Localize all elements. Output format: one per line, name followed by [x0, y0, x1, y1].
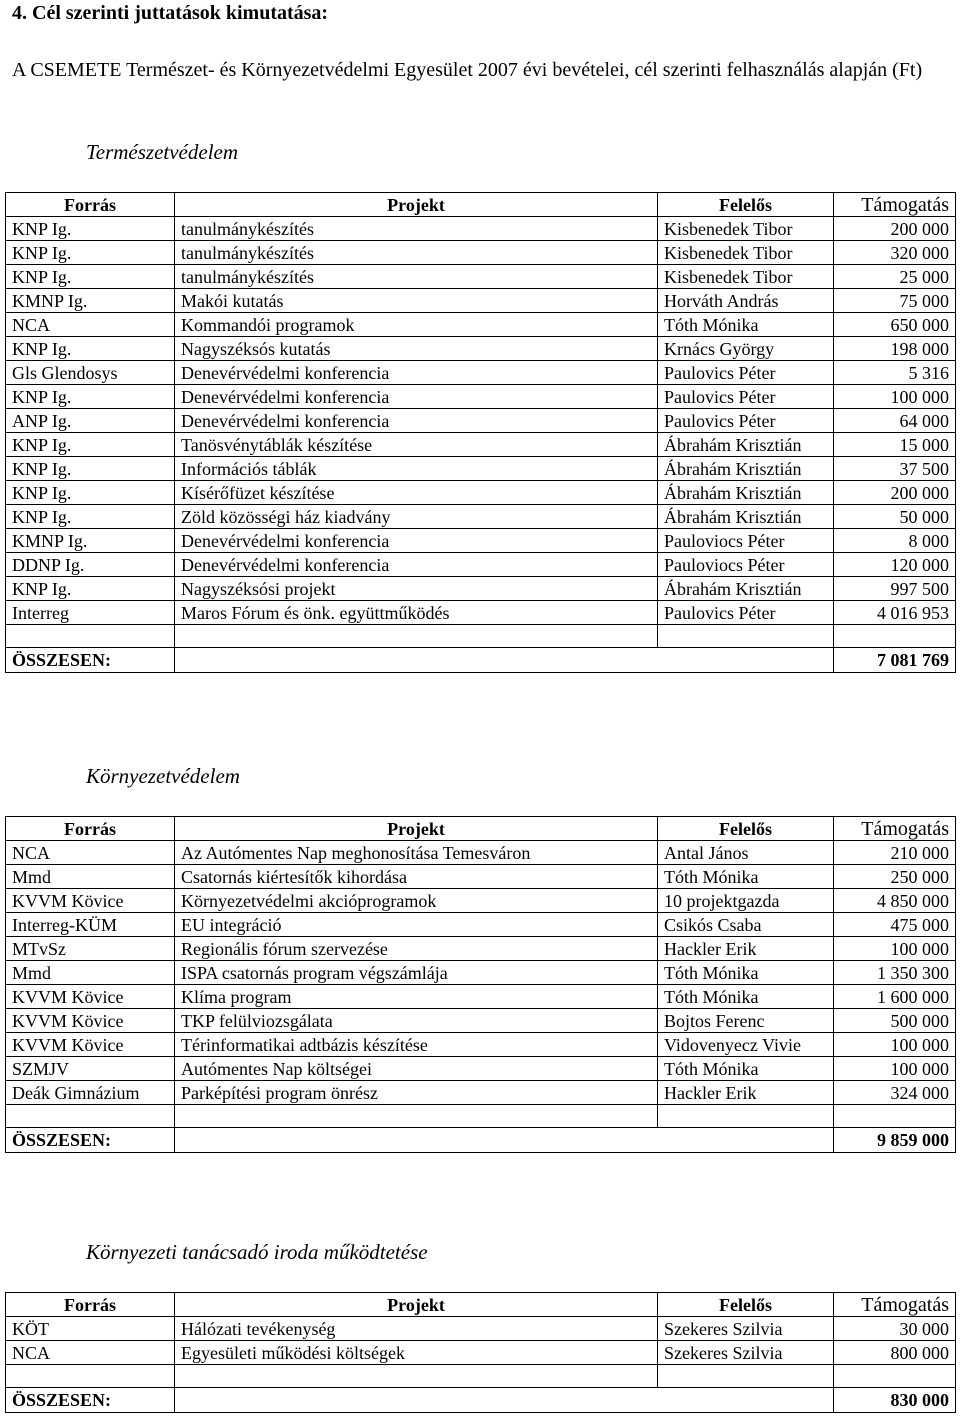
- header-row: [6, 193, 956, 217]
- header-row: [6, 1293, 956, 1317]
- cell-project: TKP felülviozsgálata: [175, 1009, 658, 1033]
- table-row: [6, 841, 956, 865]
- table-row: [6, 457, 956, 481]
- cell-amount: 200 000: [834, 217, 956, 241]
- total-label: ÖSSZESEN:: [6, 648, 175, 673]
- section-table: [5, 192, 956, 673]
- cell-project: Környezetvédelmi akcióprogramok: [175, 889, 658, 913]
- cell-source: NCA: [6, 313, 175, 337]
- table-row: [6, 1057, 956, 1081]
- col-header-project: Projekt: [175, 817, 658, 841]
- cell-project: tanulmánykészítés: [175, 241, 658, 265]
- cell-responsible: 10 projektgazda: [658, 889, 834, 913]
- cell-responsible: Paulovics Péter: [658, 385, 834, 409]
- cell-amount: 100 000: [834, 385, 956, 409]
- total-spacer: [175, 1128, 834, 1153]
- cell-project: ISPA csatornás program végszámlája: [175, 961, 658, 985]
- table-row: [6, 241, 956, 265]
- cell-project: tanulmánykészítés: [175, 217, 658, 241]
- table-row: [6, 985, 956, 1009]
- cell-amount: 650 000: [834, 313, 956, 337]
- col-header-responsible: Felelős: [658, 193, 834, 217]
- total-amount: 7 081 769: [834, 648, 956, 673]
- table-row: [6, 265, 956, 289]
- section-table: [5, 1292, 956, 1413]
- cell-project: Denevérvédelmi konferencia: [175, 361, 658, 385]
- cell-responsible: Ábrahám Krisztián: [658, 481, 834, 505]
- cell-responsible: Szekeres Szilvia: [658, 1317, 834, 1341]
- table-row: [6, 505, 956, 529]
- intro-text: A CSEMETE Természet- és Környezetvédelmi Egyesület 2007 évi bevételei, cél szerinti felhasználás alapján (Ft): [12, 59, 923, 81]
- cell-source: Deák Gimnázium: [6, 1081, 175, 1105]
- cell-responsible: Vidovenyecz Vivie: [658, 1033, 834, 1057]
- cell-amount: 120 000: [834, 553, 956, 577]
- cell-project: EU integráció: [175, 913, 658, 937]
- cell-amount: 500 000: [834, 1009, 956, 1033]
- cell-project: Kommandói programok: [175, 313, 658, 337]
- cell-amount: 1 350 300: [834, 961, 956, 985]
- blank-cell: [658, 1105, 834, 1128]
- total-row: [6, 648, 956, 673]
- cell-project: Tanösvénytáblák készítése: [175, 433, 658, 457]
- cell-project: Regionális fórum szervezése: [175, 937, 658, 961]
- blank-cell: [834, 1365, 956, 1388]
- cell-source: Gls Glendosys: [6, 361, 175, 385]
- table-row: [6, 1081, 956, 1105]
- cell-responsible: Paulovics Péter: [658, 361, 834, 385]
- cell-amount: 100 000: [834, 1057, 956, 1081]
- cell-responsible: Hackler Erik: [658, 1081, 834, 1105]
- total-row: [6, 1128, 956, 1153]
- cell-amount: 475 000: [834, 913, 956, 937]
- page-heading: 4. Cél szerinti juttatások kimutatása:: [12, 2, 329, 24]
- cell-source: KVVM Kövice: [6, 1033, 175, 1057]
- total-spacer: [175, 648, 834, 673]
- cell-source: NCA: [6, 1341, 175, 1365]
- cell-source: KNP Ig.: [6, 481, 175, 505]
- col-header-responsible: Felelős: [658, 817, 834, 841]
- cell-project: Maros Fórum és önk. együttműködés: [175, 601, 658, 625]
- cell-project: Kísérőfüzet készítése: [175, 481, 658, 505]
- blank-cell: [175, 625, 658, 648]
- cell-project: Egyesületi működési költségek: [175, 1341, 658, 1365]
- cell-amount: 64 000: [834, 409, 956, 433]
- cell-source: KMNP Ig.: [6, 289, 175, 313]
- section-title: Természetvédelem: [86, 140, 239, 164]
- cell-source: KNP Ig.: [6, 505, 175, 529]
- blank-cell: [175, 1105, 658, 1128]
- blank-row: [6, 1105, 956, 1128]
- table-row: [6, 865, 956, 889]
- table-row: [6, 529, 956, 553]
- cell-responsible: Kisbenedek Tibor: [658, 241, 834, 265]
- cell-amount: 4 016 953: [834, 601, 956, 625]
- cell-responsible: Paulovics Péter: [658, 409, 834, 433]
- section-title: Környezeti tanácsadó iroda működtetése: [86, 1240, 428, 1264]
- cell-project: Információs táblák: [175, 457, 658, 481]
- cell-responsible: Tóth Mónika: [658, 865, 834, 889]
- cell-responsible: Antal János: [658, 841, 834, 865]
- cell-source: SZMJV: [6, 1057, 175, 1081]
- cell-source: KVVM Kövice: [6, 1009, 175, 1033]
- cell-source: DDNP Ig.: [6, 553, 175, 577]
- blank-cell: [175, 1365, 658, 1388]
- cell-project: Parképítési program önrész: [175, 1081, 658, 1105]
- cell-amount: 50 000: [834, 505, 956, 529]
- table-row: [6, 601, 956, 625]
- cell-amount: 75 000: [834, 289, 956, 313]
- table-row: [6, 313, 956, 337]
- cell-amount: 210 000: [834, 841, 956, 865]
- cell-responsible: Csikós Csaba: [658, 913, 834, 937]
- cell-source: KMNP Ig.: [6, 529, 175, 553]
- cell-responsible: Szekeres Szilvia: [658, 1341, 834, 1365]
- table-row: [6, 1033, 956, 1057]
- cell-source: KNP Ig.: [6, 265, 175, 289]
- table-row: [6, 553, 956, 577]
- cell-project: Csatornás kiértesítők kihordása: [175, 865, 658, 889]
- cell-responsible: Tóth Mónika: [658, 961, 834, 985]
- cell-source: KNP Ig.: [6, 385, 175, 409]
- table-row: [6, 961, 956, 985]
- header-row: [6, 817, 956, 841]
- cell-project: Hálózati tevékenység: [175, 1317, 658, 1341]
- col-header-support: Támogatás: [834, 193, 956, 217]
- total-amount: 830 000: [834, 1388, 956, 1413]
- cell-source: KVVM Kövice: [6, 985, 175, 1009]
- cell-responsible: Tóth Mónika: [658, 313, 834, 337]
- col-header-support: Támogatás: [834, 1293, 956, 1317]
- cell-source: ANP Ig.: [6, 409, 175, 433]
- cell-responsible: Kisbenedek Tibor: [658, 217, 834, 241]
- cell-project: Nagyszéksósi projekt: [175, 577, 658, 601]
- cell-responsible: Pauloviocs Péter: [658, 529, 834, 553]
- section-title: Környezetvédelem: [86, 764, 240, 788]
- table-row: [6, 361, 956, 385]
- blank-row: [6, 1365, 956, 1388]
- cell-amount: 25 000: [834, 265, 956, 289]
- table-row: [6, 1341, 956, 1365]
- total-amount: 9 859 000: [834, 1128, 956, 1153]
- cell-source: KNP Ig.: [6, 217, 175, 241]
- total-row: [6, 1388, 956, 1413]
- cell-amount: 8 000: [834, 529, 956, 553]
- cell-project: Denevérvédelmi konferencia: [175, 385, 658, 409]
- blank-cell: [6, 1365, 175, 1388]
- cell-responsible: Ábrahám Krisztián: [658, 505, 834, 529]
- table-row: [6, 289, 956, 313]
- cell-responsible: Hackler Erik: [658, 937, 834, 961]
- col-header-responsible: Felelős: [658, 1293, 834, 1317]
- cell-project: Zöld közösségi ház kiadvány: [175, 505, 658, 529]
- cell-responsible: Tóth Mónika: [658, 1057, 834, 1081]
- section-table: [5, 816, 956, 1153]
- cell-source: MTvSz: [6, 937, 175, 961]
- total-label: ÖSSZESEN:: [6, 1128, 175, 1153]
- cell-amount: 100 000: [834, 1033, 956, 1057]
- cell-project: Denevérvédelmi konferencia: [175, 553, 658, 577]
- cell-source: NCA: [6, 841, 175, 865]
- table-row: [6, 385, 956, 409]
- table-row: [6, 889, 956, 913]
- cell-responsible: Bojtos Ferenc: [658, 1009, 834, 1033]
- cell-amount: 100 000: [834, 937, 956, 961]
- blank-row: [6, 625, 956, 648]
- cell-source: Interreg: [6, 601, 175, 625]
- cell-amount: 200 000: [834, 481, 956, 505]
- col-header-project: Projekt: [175, 1293, 658, 1317]
- cell-amount: 5 316: [834, 361, 956, 385]
- cell-amount: 250 000: [834, 865, 956, 889]
- cell-project: Az Autómentes Nap meghonosítása Temesváron: [175, 841, 658, 865]
- cell-source: KÖT: [6, 1317, 175, 1341]
- cell-project: Autómentes Nap költségei: [175, 1057, 658, 1081]
- cell-project: Denevérvédelmi konferencia: [175, 409, 658, 433]
- cell-project: tanulmánykészítés: [175, 265, 658, 289]
- cell-amount: 800 000: [834, 1341, 956, 1365]
- cell-responsible: Paulovics Péter: [658, 601, 834, 625]
- cell-responsible: Tóth Mónika: [658, 985, 834, 1009]
- col-header-source: Forrás: [6, 817, 175, 841]
- col-header-source: Forrás: [6, 1293, 175, 1317]
- blank-cell: [6, 1105, 175, 1128]
- table-row: [6, 937, 956, 961]
- col-header-support: Támogatás: [834, 817, 956, 841]
- cell-project: Nagyszéksós kutatás: [175, 337, 658, 361]
- cell-responsible: Ábrahám Krisztián: [658, 457, 834, 481]
- table-row: [6, 481, 956, 505]
- table-row: [6, 433, 956, 457]
- cell-responsible: Kisbenedek Tibor: [658, 265, 834, 289]
- cell-amount: 324 000: [834, 1081, 956, 1105]
- cell-source: KNP Ig.: [6, 337, 175, 361]
- table-row: [6, 217, 956, 241]
- cell-responsible: Pauloviocs Péter: [658, 553, 834, 577]
- cell-responsible: Ábrahám Krisztián: [658, 577, 834, 601]
- cell-responsible: Horváth András: [658, 289, 834, 313]
- table-row: [6, 577, 956, 601]
- table-row: [6, 337, 956, 361]
- cell-amount: 1 600 000: [834, 985, 956, 1009]
- blank-cell: [6, 625, 175, 648]
- cell-source: KNP Ig.: [6, 241, 175, 265]
- blank-cell: [834, 1105, 956, 1128]
- cell-source: Mmd: [6, 865, 175, 889]
- cell-responsible: Ábrahám Krisztián: [658, 433, 834, 457]
- cell-amount: 30 000: [834, 1317, 956, 1341]
- cell-source: KNP Ig.: [6, 457, 175, 481]
- cell-source: KVVM Kövice: [6, 889, 175, 913]
- cell-project: Klíma program: [175, 985, 658, 1009]
- cell-project: Makói kutatás: [175, 289, 658, 313]
- blank-cell: [834, 625, 956, 648]
- table-row: [6, 409, 956, 433]
- cell-project: Térinformatikai adtbázis készítése: [175, 1033, 658, 1057]
- blank-cell: [658, 1365, 834, 1388]
- table-row: [6, 1317, 956, 1341]
- cell-amount: 15 000: [834, 433, 956, 457]
- cell-amount: 37 500: [834, 457, 956, 481]
- total-spacer: [175, 1388, 834, 1413]
- cell-source: Interreg-KÜM: [6, 913, 175, 937]
- col-header-source: Forrás: [6, 193, 175, 217]
- table-row: [6, 913, 956, 937]
- cell-amount: 320 000: [834, 241, 956, 265]
- cell-project: Denevérvédelmi konferencia: [175, 529, 658, 553]
- blank-cell: [658, 625, 834, 648]
- cell-amount: 997 500: [834, 577, 956, 601]
- cell-source: KNP Ig.: [6, 433, 175, 457]
- cell-amount: 198 000: [834, 337, 956, 361]
- total-label: ÖSSZESEN:: [6, 1388, 175, 1413]
- table-row: [6, 1009, 956, 1033]
- cell-source: KNP Ig.: [6, 577, 175, 601]
- cell-responsible: Krnács György: [658, 337, 834, 361]
- cell-amount: 4 850 000: [834, 889, 956, 913]
- cell-source: Mmd: [6, 961, 175, 985]
- col-header-project: Projekt: [175, 193, 658, 217]
